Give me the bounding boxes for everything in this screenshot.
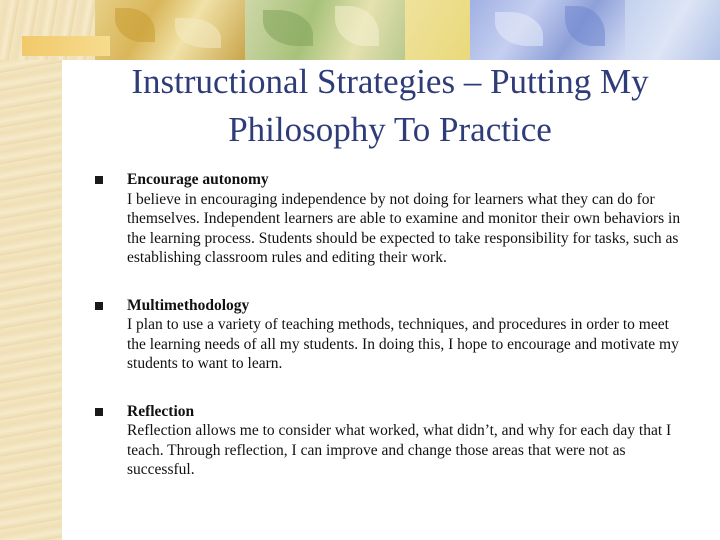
- bullet-item: [90, 170, 690, 268]
- leaf-decoration: [335, 6, 379, 46]
- leaf-decoration: [115, 8, 155, 42]
- square-bullet-icon: [95, 302, 103, 310]
- bullet-item: [90, 402, 690, 480]
- leaf-collage-panel: [245, 0, 405, 60]
- leaf-collage-panel: [405, 0, 470, 60]
- leaf-collage-panel: [95, 0, 245, 60]
- accent-strip: [22, 36, 110, 56]
- bullet-heading: Multimethodology: [127, 296, 250, 314]
- leaf-collage-panel: [470, 0, 625, 60]
- leaf-decoration: [495, 12, 543, 46]
- parchment-left-border: [0, 0, 62, 540]
- bullet-heading: Encourage autonomy: [127, 171, 269, 188]
- bullet-body: I plan to use a variety of teaching methods, techniques, and procedures in order to meet the learning needs of all my students. In doing this, I hope to encourage and motivate my students to want to learn.: [127, 316, 679, 372]
- leaf-collage-panel: [625, 0, 720, 60]
- leaf-decoration: [175, 18, 221, 48]
- slide-title: Instructional Strategies – Putting My Philosophy To Practice: [131, 62, 649, 149]
- bullet-item: [90, 296, 690, 374]
- leaf-decoration: [565, 6, 605, 46]
- bullet-list: [90, 170, 690, 480]
- square-bullet-icon: [95, 176, 103, 184]
- square-bullet-icon: [95, 408, 103, 416]
- bullet-body: I believe in encouraging independence by not doing for learners what they can do for themselves. Independent learners are able to examine and monitor their own behaviors in the learning process. Students should be expected to take responsibility for tasks, such as establishing classroom rules and editing their work.: [127, 190, 681, 266]
- leaf-decoration: [263, 10, 313, 46]
- bullet-body: Reflection allows me to consider what worked, what didn’t, and why for each day that I teach. Through reflection, I can improve and change those areas that were not as successful.: [127, 422, 672, 478]
- bullet-heading: Reflection: [127, 402, 195, 420]
